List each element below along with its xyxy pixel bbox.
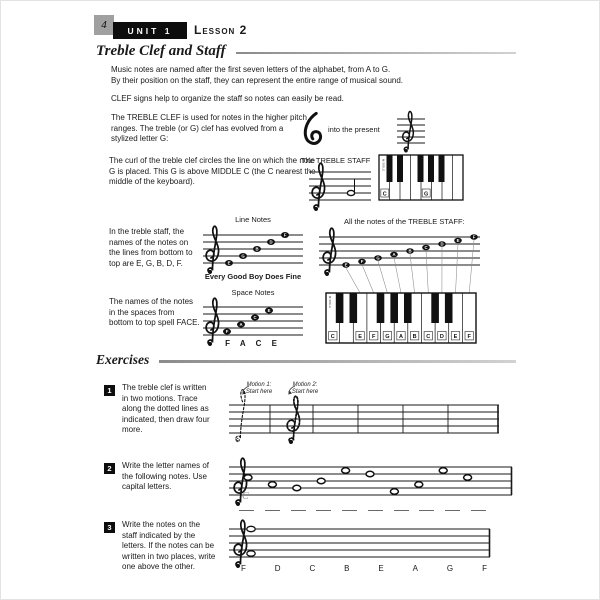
svg-text:F: F xyxy=(360,259,364,265)
svg-text:C: C xyxy=(426,334,431,340)
exercise-2-number: 2 xyxy=(104,463,115,474)
svg-text:D: D xyxy=(269,239,273,245)
svg-text:C: C xyxy=(253,315,257,321)
into-present-label: into the present xyxy=(328,125,380,134)
note-letter: E xyxy=(378,564,384,573)
big-keyboard xyxy=(326,293,476,343)
sample-answer: C xyxy=(242,491,249,502)
intro-line-1: Music notes are named after the first seven letters of the alphabet, from A to G. xyxy=(111,65,391,74)
answer-blank[interactable] xyxy=(471,500,486,511)
svg-text:B: B xyxy=(412,334,417,340)
title-row xyxy=(96,43,516,60)
answer-blank[interactable] xyxy=(291,500,306,511)
motion-2-label: Motion 2: xyxy=(292,382,318,388)
intro-line-2: By their position on the staff, they can represent the entire range of musical sound. xyxy=(111,75,404,85)
note-letter: F xyxy=(482,564,487,573)
motion-2-start: Start here xyxy=(291,389,319,395)
treble-staff-figure xyxy=(299,161,375,217)
line-notes-caption: Line Notes xyxy=(235,215,271,224)
exercises-header-row xyxy=(96,352,516,368)
answer-blank[interactable] xyxy=(445,500,460,511)
answer-blank[interactable] xyxy=(316,500,331,511)
answer-blank[interactable] xyxy=(368,500,383,511)
space-notes-mnemonic: F A C E xyxy=(225,339,281,348)
modern-clef-staff-figure xyxy=(389,107,429,157)
key-label-c: C xyxy=(382,191,387,198)
answer-blank[interactable] xyxy=(394,500,409,511)
exercise-3-letters xyxy=(241,564,487,573)
intro-paragraph xyxy=(111,65,511,86)
answer-blank[interactable] xyxy=(239,491,254,511)
svg-text:E: E xyxy=(358,334,362,340)
line-notes-staff xyxy=(197,223,309,277)
clef-evolution-text: The TREBLE CLEF is used for notes in the higher pitch ranges. The treble (or G) clef has evolved from a stylized letter G: xyxy=(111,113,307,144)
treble-staff-caption: The TREBLE STAFF xyxy=(301,156,371,165)
line-notes-text: In the treble staff, the names of the notes on the lines from bottom to top are E, G, B, D, F. xyxy=(109,227,193,268)
old-g-clef-icon xyxy=(300,111,324,147)
svg-text:E: E xyxy=(453,334,458,340)
exercise-1-text: The treble clef is written in two motions. Trace along the dotted lines as indicated, then draw four more. xyxy=(122,383,210,435)
treble-clef-icon xyxy=(206,226,218,274)
svg-text:D: D xyxy=(440,241,444,247)
note-letter: B xyxy=(344,564,350,573)
note-letter: A xyxy=(412,564,419,573)
sample-note-f-top-line xyxy=(247,526,255,531)
space-notes-text: The names of the notes in the spaces from bottom to top spell FACE. xyxy=(109,297,200,328)
exercise-3-number: 3 xyxy=(104,522,115,533)
motion-1-start: Start here xyxy=(245,389,273,395)
treble-clef-icon xyxy=(323,228,335,276)
svg-text:A: A xyxy=(392,252,396,258)
title-rule xyxy=(236,52,516,55)
page-number: 4 xyxy=(101,19,107,31)
svg-text:E: E xyxy=(344,262,348,268)
sample-note-f-first-space xyxy=(247,551,255,556)
small-keyboard xyxy=(378,154,464,201)
middle-c-vertical-label: MIDDLE xyxy=(381,159,385,172)
black-keys xyxy=(336,293,453,323)
note-letter: G xyxy=(446,564,454,573)
svg-text:G: G xyxy=(376,255,380,261)
treble-clef-icon xyxy=(403,111,414,152)
svg-text:E: E xyxy=(456,238,460,244)
motion-2-trace-clef xyxy=(287,396,299,444)
exercise-2-answer-blanks xyxy=(239,491,486,511)
answer-blank[interactable] xyxy=(342,500,357,511)
curl-section-text: The curl of the treble clef circles the line on which the note G is placed. This G is above MIDDLE C (the C nearest the middle of the keyboard). xyxy=(109,156,316,187)
svg-text:D: D xyxy=(439,334,444,340)
svg-text:F: F xyxy=(283,232,287,238)
page-title: Treble Clef and Staff xyxy=(96,43,226,59)
svg-text:F: F xyxy=(467,334,471,340)
svg-text:B: B xyxy=(408,248,412,254)
note-letter: C xyxy=(309,564,316,573)
exercise-2-text: Write the letter names of the following notes. Use capital letters. xyxy=(122,461,209,492)
g-note xyxy=(347,190,354,195)
note-letter: F xyxy=(241,564,246,573)
key-label-g: G xyxy=(424,191,429,198)
exercises-title: Exercises xyxy=(96,352,150,367)
page-number-tab xyxy=(94,15,114,35)
unit-label: UNIT 1 xyxy=(127,25,173,36)
exercise-1-staff xyxy=(229,377,499,451)
lesson-label: Lesson 2 xyxy=(194,23,248,37)
svg-text:F: F xyxy=(472,234,476,240)
answer-blank[interactable] xyxy=(265,500,280,511)
exercise-3-text: Write the notes on the staff indicated by the letters. If the notes can be written in two places, write one above the other. xyxy=(122,520,216,572)
exercise-1-number: 1 xyxy=(104,385,115,396)
svg-text:G: G xyxy=(241,253,245,259)
svg-text:E: E xyxy=(267,308,271,314)
svg-text:C: C xyxy=(424,245,428,251)
note-letter: D xyxy=(274,564,281,573)
middle-c-vertical-label: MIDDLE xyxy=(328,296,331,309)
exercises-rule xyxy=(159,360,516,363)
svg-text:G: G xyxy=(385,334,390,340)
motion-1-label: Motion 1: xyxy=(246,382,272,388)
svg-text:A: A xyxy=(399,334,403,340)
svg-text:C: C xyxy=(330,334,335,340)
svg-text:E: E xyxy=(227,260,231,266)
svg-text:F: F xyxy=(225,329,229,335)
unit-badge xyxy=(113,22,187,39)
line-notes-mnemonic: Every Good Boy Does Fine xyxy=(204,272,302,281)
answer-blank[interactable] xyxy=(419,500,434,511)
clef-signs-line: CLEF signs help to organize the staff so notes can easily be read. xyxy=(111,94,344,103)
svg-text:A: A xyxy=(239,322,243,328)
all-notes-figure xyxy=(314,225,514,345)
all-notes-caption: All the notes of the TREBLE STAFF: xyxy=(344,217,465,226)
space-notes-caption: Space Notes xyxy=(231,288,275,297)
treble-clef-icon xyxy=(234,520,246,568)
svg-text:B: B xyxy=(255,246,259,252)
treble-clef-icon xyxy=(312,163,324,211)
svg-text:F: F xyxy=(372,334,376,340)
